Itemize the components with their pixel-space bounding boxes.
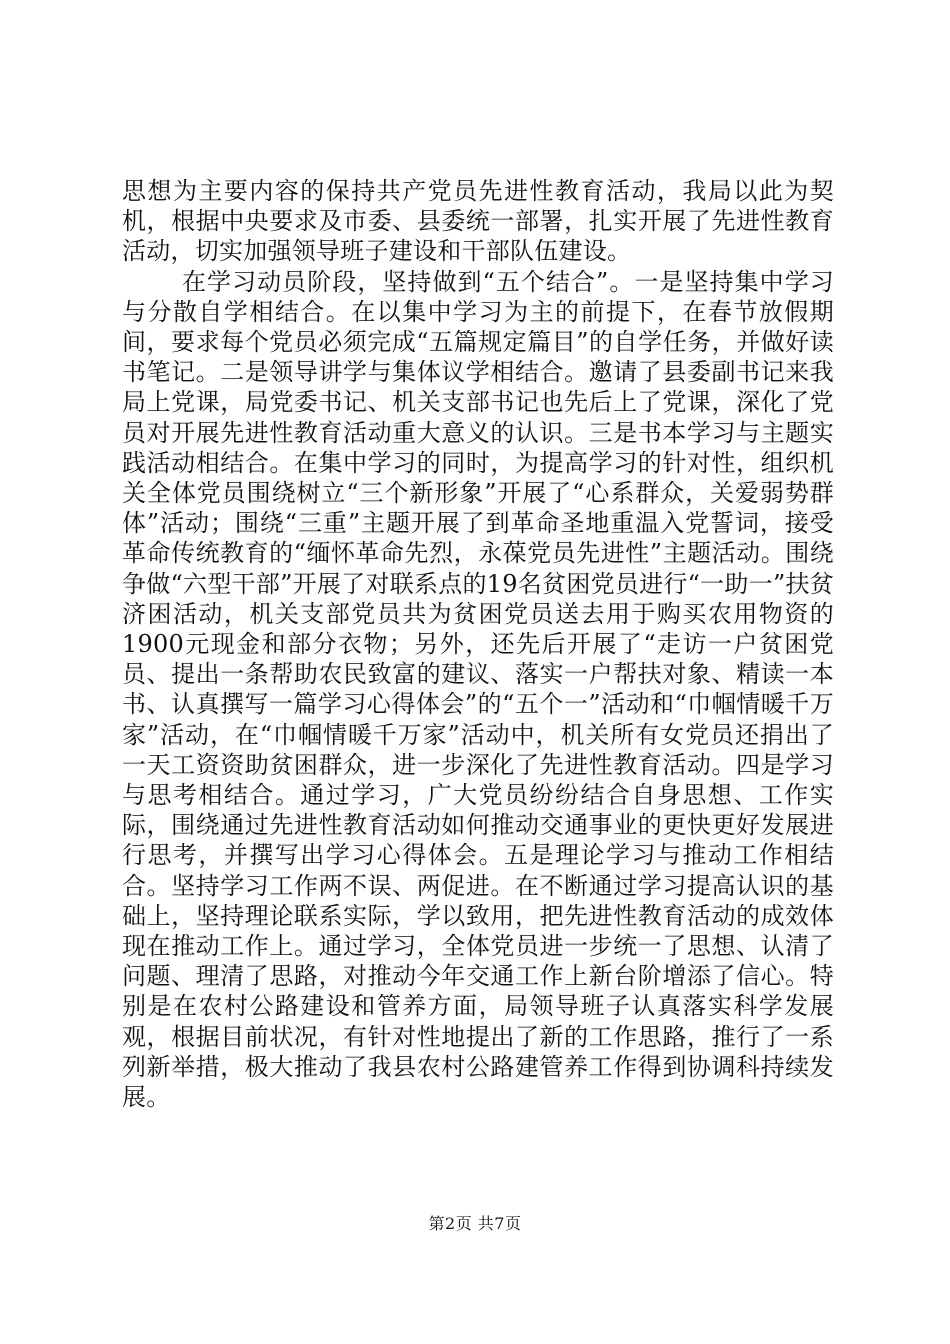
- page-footer: 第2页 共7页: [428, 1214, 522, 1233]
- paragraph-study-mobilization: 在学习动员阶段，坚持做到“五个结合”。一是坚持集中学习与分散自学相结合。在以集中学习为主的前提下，在春节放假期间，要求每个党员必须完成“五篇规定篇目”的自学任务，并做好读书笔记。二是领导讲学与集体议学相结合。邀请了县委副书记来我局上党课，局党委书记、机关支部书记也先后上了党课，深化了党员对开展先进性教育活动重大意义的认识。三是书本学习与主题实践活动相结合。在集中学习的同时，为提高学习的针对性，组织机关全体党员围绕树立“三个新形象”开展了“心系群众，关爱弱势群体”活动；围绕“三重”主题开展了到革命圣地重温入党誓词，接受革命传统教育的“缅怀革命先烈，永葆党员先进性”主题活动。围绕争做“六型干部”开展了对联系点的19名贫困党员进行“一助一”扶贫济困活动，机关支部党员共为贫困党员送去用于购买农用物资的1900元现金和部分衣物；另外，还先后开展了“走访一户贫困党员、提出一条帮助农民致富的建议、落实一户帮扶对象、精读一本书、认真撰写一篇学习心得体会”的“五个一”活动和“巾帼情暖千万家”活动，在“巾帼情暖千万家”活动中，机关所有女党员还捐出了一天工资资助贫困群众，进一步深化了先进性教育活动。四是学习与思考相结合。通过学习，广大党员纷纷结合自身思想、工作实际，围绕通过先进性教育活动如何推动交通事业的更快更好发展进行思考，并撰写出学习心得体会。五是理论学习与推动工作相结合。坚持学习工作两不误、两促进。在不断通过学习提高认识的基础上，坚持理论联系实际，学以致用，把先进性教育活动的成效体现在推动工作上。通过学习，全体党员进一步统一了思想、认清了问题、理清了思路，对推动今年交通工作上新台阶增添了信心。特别是在农村公路建设和管养方面，局领导班子认真落实科学发展观，根据目前状况，有针对性地提出了新的工作思路，推行了一系列新举措，极大推动了我县农村公路建管养工作得到协调科持续发展。: [122, 267, 834, 1112]
- document-body: [122, 176, 834, 1112]
- paragraph-continuation: 思想为主要内容的保持共产党员先进性教育活动，我局以此为契机，根据中央要求及市委、县委统一部署，扎实开展了先进性教育活动，切实加强领导班子建设和干部队伍建设。: [122, 177, 834, 266]
